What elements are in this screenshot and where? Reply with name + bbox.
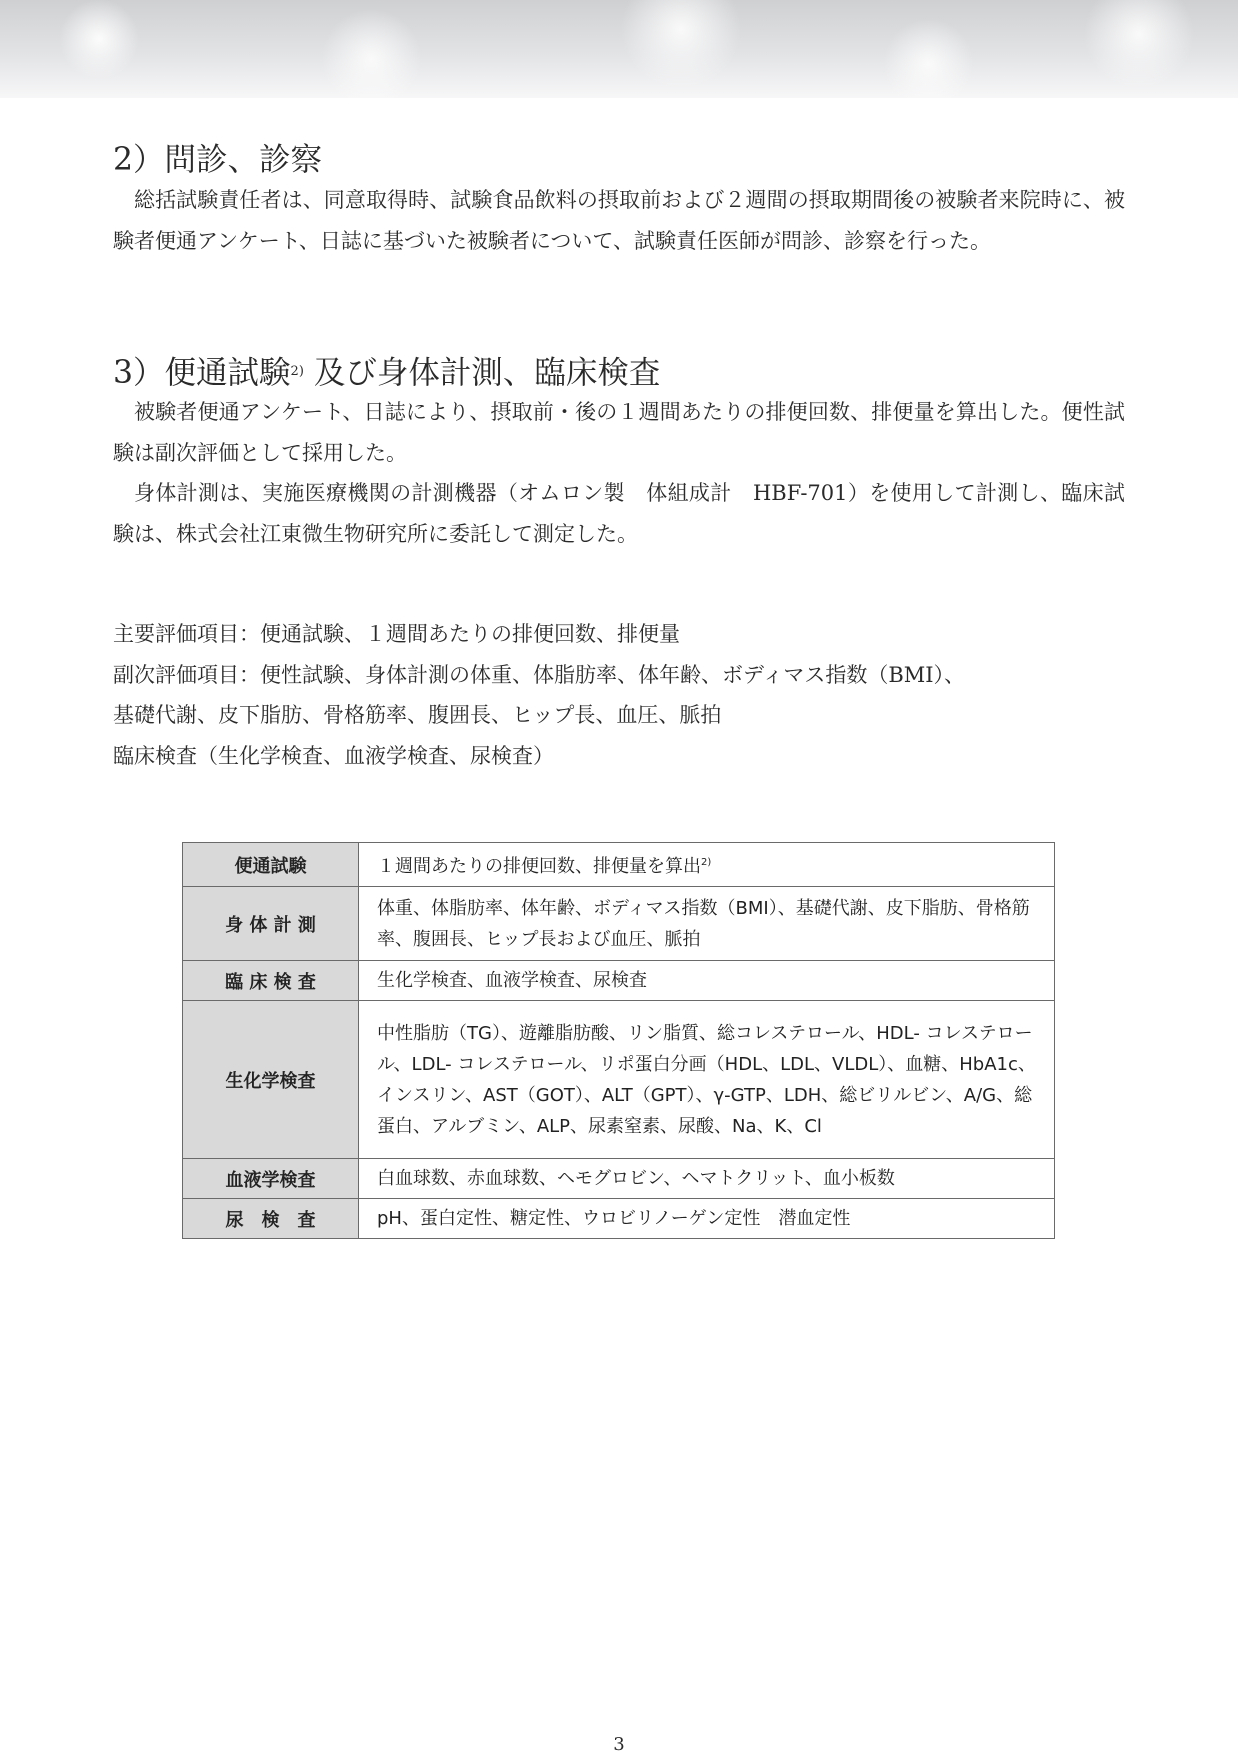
page-number: 3 bbox=[613, 1734, 625, 1755]
table-row bbox=[183, 1199, 1055, 1239]
heading-text: 3）便通試験 bbox=[113, 355, 291, 391]
table-row bbox=[183, 843, 1055, 887]
section-paragraph: 被験者便通アンケート、日誌により、摂取前・後の１週間あたりの排便回数、排便量を算出した。便性試験は副次評価として採用した。 bbox=[113, 400, 1125, 465]
table-row bbox=[183, 961, 1055, 1001]
section-heading bbox=[113, 352, 1125, 392]
table-row bbox=[183, 1001, 1055, 1159]
row-label: 血液学検査 bbox=[183, 1159, 359, 1199]
row-label: 身 体 計 測 bbox=[183, 887, 359, 961]
row-label: 便通試験 bbox=[183, 843, 359, 887]
row-label: 生化学検査 bbox=[183, 1001, 359, 1159]
decorative-header-band bbox=[0, 0, 1238, 98]
test-items-table bbox=[182, 842, 1055, 1239]
row-value: 中性脂肪（TG）、遊離脂肪酸、リン脂質、総コレステロール、HDL- コレステロール、LDL- コレステロール、リポ蛋白分画（HDL、LDL、VLDL）、血糖、HbA1c、インスリン、AST（GOT）、ALT（GPT）、γ-GTP、LDH、総ビリルビン、A/G、総蛋白、アルブミン、ALP、尿素窒素、尿酸、Na、K、Cl bbox=[359, 1001, 1055, 1159]
section-heading: 2）問診、診察 bbox=[113, 142, 323, 178]
evaluation-items bbox=[113, 614, 1125, 776]
section-paragraph: 総括試験責任者は、同意取得時、試験食品飲料の摂取前および２週間の摂取期間後の被験者来院時に、被験者便通アンケート、日誌に基づいた被験者について、試験責任医師が問診、診察を行った。 bbox=[113, 188, 1125, 253]
heading-text: 及び身体計測、臨床検査 bbox=[313, 355, 661, 391]
row-value: 体重、体脂肪率、体年齢、ボディマス指数（BMI）、基礎代謝、皮下脂肪、骨格筋率、腹囲長、ヒップ長および血圧、脈拍 bbox=[359, 887, 1055, 961]
reference-mark: 2) bbox=[290, 364, 304, 379]
row-value: 生化学検査、血液学検査、尿検査 bbox=[359, 961, 1055, 1001]
row-value bbox=[359, 843, 1055, 887]
row-value-text: １週間あたりの排便回数、排便量を算出 bbox=[377, 856, 701, 877]
table-row bbox=[183, 887, 1055, 961]
row-label: 臨 床 検 査 bbox=[183, 961, 359, 1001]
section-paragraph: 身体計測は、実施医療機関の計測機器（オムロン製 体組成計 HBF-701）を使用して計測し、臨床試験は、株式会社江東微生物研究所に委託して測定した。 bbox=[113, 481, 1125, 546]
section-interview bbox=[113, 140, 1125, 261]
row-value: 白血球数、赤血球数、ヘモグロビン、ヘマトクリット、血小板数 bbox=[359, 1159, 1055, 1199]
row-label: 尿 検 査 bbox=[183, 1199, 359, 1239]
table-row bbox=[183, 1159, 1055, 1199]
section-bowel-test bbox=[113, 352, 1125, 554]
secondary-evaluation: 副次評価項目：便性試験、身体計測の体重、体脂肪率、体年齢、ボディマス指数（BMI）、 bbox=[113, 662, 966, 687]
secondary-evaluation-continued: 基礎代謝、皮下脂肪、骨格筋率、腹囲長、ヒップ長、血圧、脈拍 bbox=[113, 703, 722, 727]
row-value: pH、蛋白定性、糖定性、ウロビリノーゲン定性 潜血定性 bbox=[359, 1199, 1055, 1239]
reference-mark: 2) bbox=[701, 857, 712, 868]
primary-evaluation: 主要評価項目：便通試験、１週間あたりの排便回数、排便量 bbox=[113, 622, 680, 646]
clinical-tests: 臨床検査（生化学検査、血液学検査、尿検査） bbox=[113, 743, 554, 768]
